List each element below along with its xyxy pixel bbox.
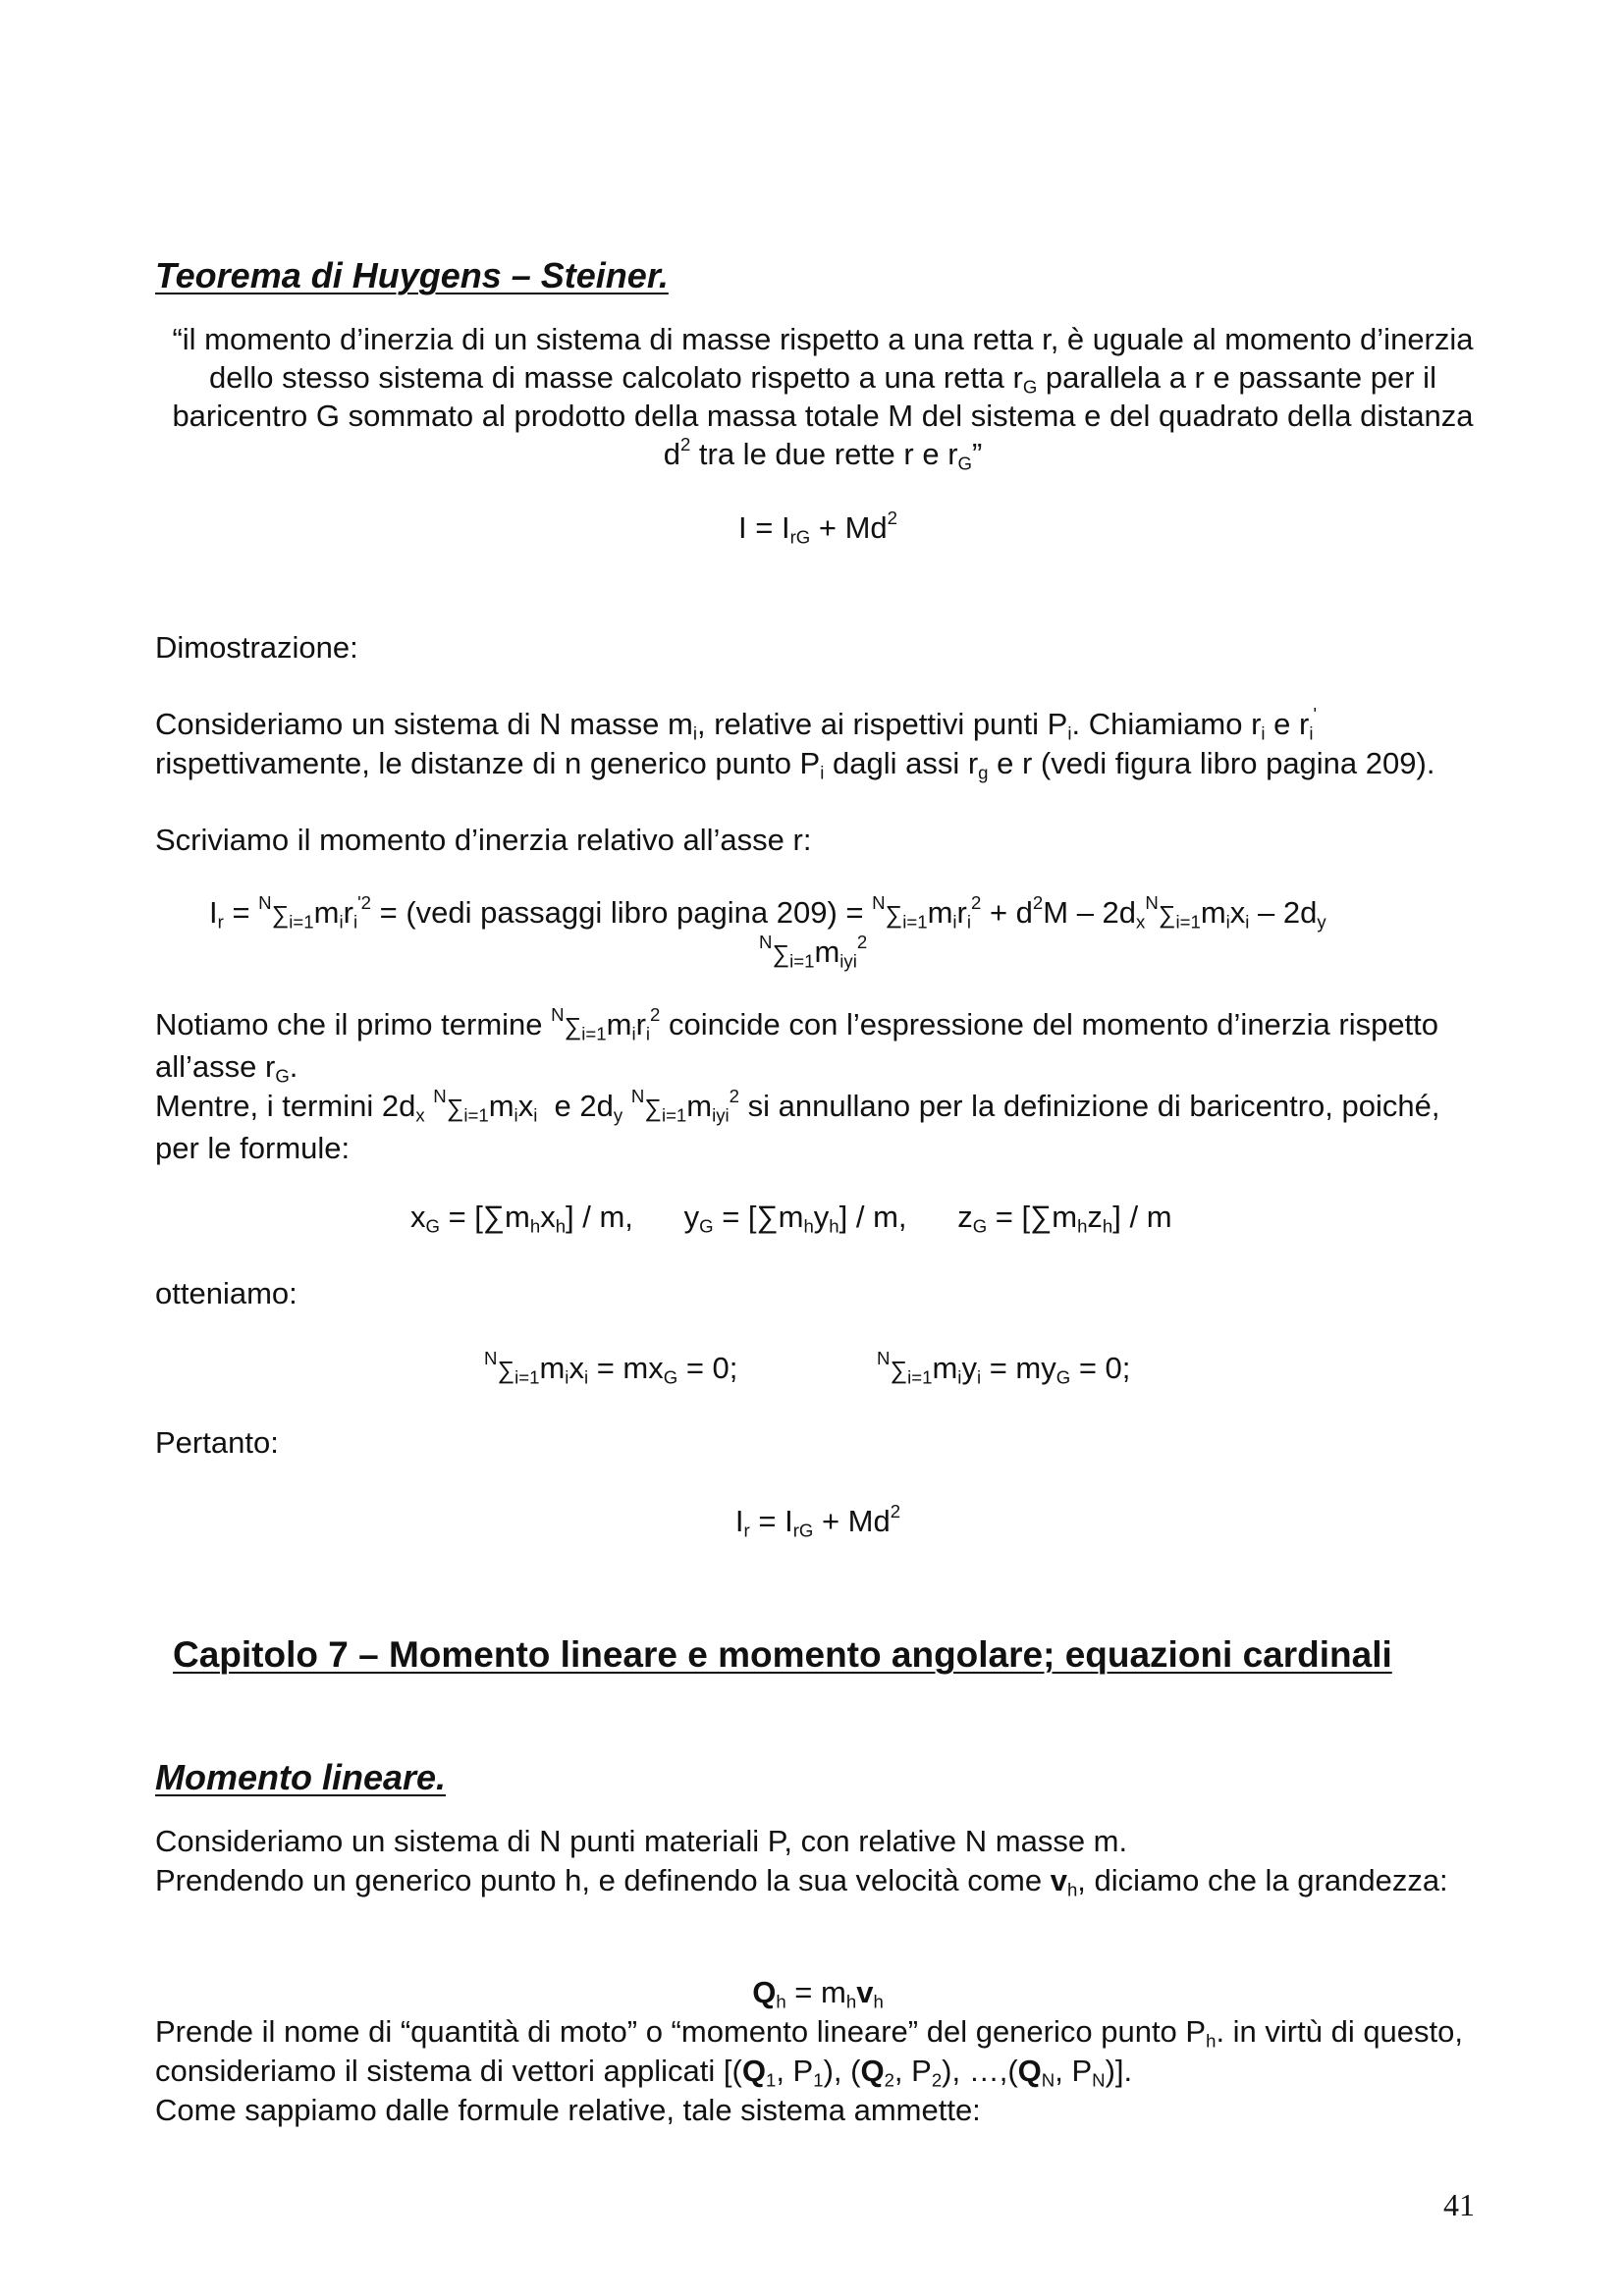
formula-moment-expansion-cont: $^N\sum_{i=1}m_{iyi}^2$ — [759, 932, 868, 972]
theorem-statement: “il momento d’inerzia di un sistema di masse rispetto a una retta r, è uguale al momento d’inerzia dello stesso sistema di masse calcolato rispetto a una retta $r_G$ parallela a r e passante per il baricentro G sommato al prodotto della massa totale M del sistema e del quadrato della distanza $d^2$ tra le due rette r e $r_G$” — [172, 322, 1474, 474]
paragraph-material-points: Consideriamo un sistema di N punti materiali P, con relative N masse m. — [155, 1824, 1128, 1858]
paragraph-quantity-of-motion: Prende il nome di “quantità di moto” o “momento lineare” del generico punto $P_h$. in virtù di questo, consideriamo il sistema di vettori applicati [($Q_1$, $P_1$), ($Q_2$, $P_2$), $\dots,(Q_N$, $P_N$)]. — [155, 2014, 1464, 2091]
formula-sum-x-zero: $^N\sum_{i=1}m_ix_i = mx_G = 0$; — [484, 1348, 738, 1388]
obtain-label: otteniamo: — [155, 1276, 298, 1310]
page-number: 41 — [1443, 2187, 1475, 2222]
formula-barycenter: $x_G = [\sum m_hx_h] / m$, $y_G = [\sum m_hy_h] / m$, $z_G = [\sum m_hz_h] / m$ — [410, 1200, 1172, 1237]
paragraph-velocity: Prendendo un generico punto h, e definendo la sua velocità come $v_h$, diciamo che la grandezza: — [155, 1863, 1448, 1900]
section-title-linear-momentum: Momento lineare. — [155, 1756, 447, 1797]
paragraph-system-admits: Come sappiamo dalle formule relative, tale sistema ammette: — [155, 2093, 981, 2127]
hence-label: Pertanto: — [155, 1425, 279, 1460]
paragraph-moment-axis: Scriviamo il momento d’inerzia relativo all’asse r: — [155, 823, 812, 857]
formula-linear-momentum: $Q_h = m_hv_h$ — [752, 1975, 884, 2012]
proof-label: Dimostrazione: — [155, 630, 358, 665]
formula-steiner: $I = I_{rG} + Md^2$ — [738, 507, 897, 548]
paragraph-system: Consideriamo un sistema di N masse $m_i$, relative ai rispettivi punti $P_i$. Chiamiamo $r_i$ e $r_i'$ rispettivamente, le distanze di n generico punto $P_i$ dagli assi $r_g$ e r (vedi figura libro pagina 209). — [155, 704, 1435, 783]
paragraph-first-term: Notiamo che il primo termine $^N\sum_{i=1}m_ir_i^2$ coincide con l’espressione del momento d’inerzia rispetto all’asse $r_G$. Mentre, i termini $2d_x$ $^N\sum_{i=1}m_ix_i$ e $2d_y$ $^N\sum_{i=1}m_{iyi}^2$ si annullano per la definizione di baricentro, poiché, per le formule: — [155, 1004, 1440, 1165]
section-title-steiner: Teorema di Huygens – Steiner. — [155, 255, 669, 296]
formula-moment-expansion: $I_r = ^N\sum_{i=1}m_ir_i^{'2}$ = (vedi passaggi libro pagina $209) = ^N\sum_{i=1}m_ir_i^2 + d^2M - 2d_x^N\sum_{i=1}m_ix_i - 2d_y$ — [209, 892, 1326, 933]
formula-steiner-result: $I_r = I_{rG} + Md^2$ — [734, 1501, 901, 1541]
formula-sum-y-zero: $^N\sum_{i=1}m_iy_i = my_G = 0$; — [877, 1348, 1131, 1388]
chapter-title: Capitolo 7 – Momento lineare e momento angolare; equazioni cardinali — [173, 1633, 1392, 1675]
